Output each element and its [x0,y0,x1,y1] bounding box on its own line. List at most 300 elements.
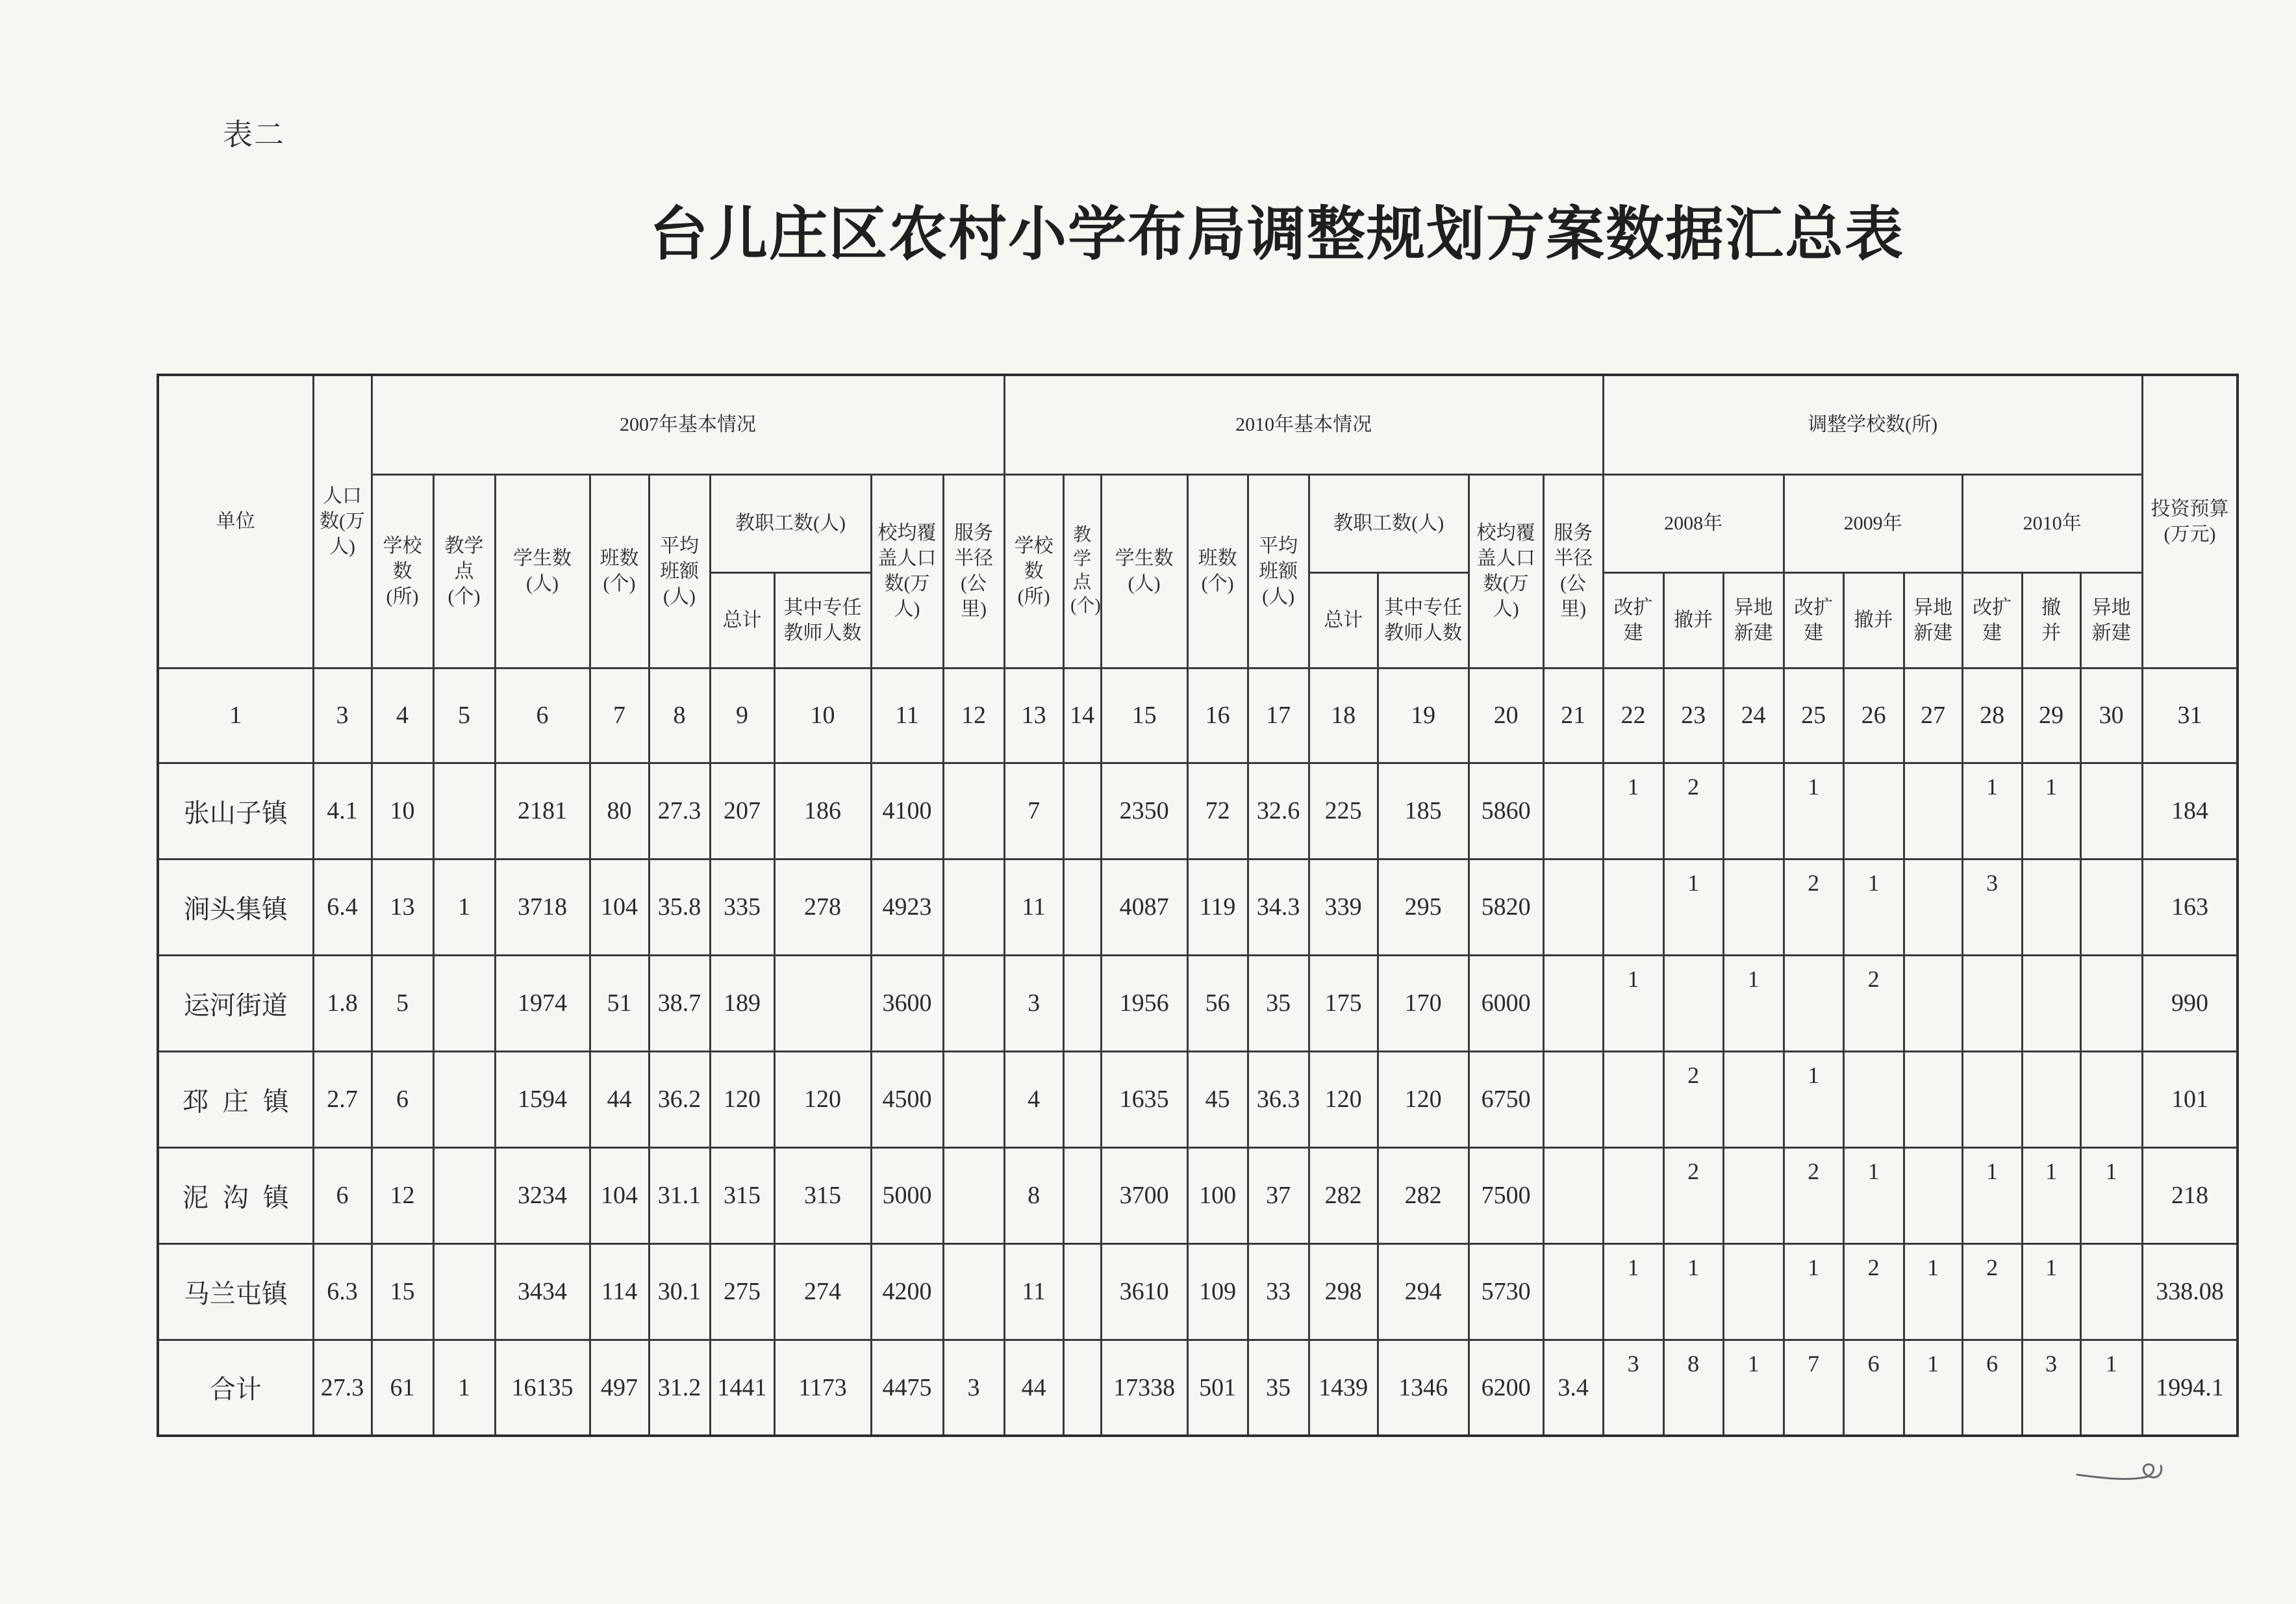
avg-class-size-2007-cell: 30.1 [649,1243,710,1340]
population-cell: 4.1 [313,763,372,859]
merge-2008-cell: 1 [1663,859,1723,955]
classes-2007-cell: 114 [590,1243,649,1340]
table-row [158,1243,2238,1340]
column-number-cell: 16 [1187,668,1248,763]
relocate-2010-cell [2080,763,2142,859]
classes-2010-cell: 56 [1187,955,1248,1051]
staff-fulltime-2010-cell: 295 [1378,859,1469,955]
header-avg-class-size-2010: 平均班额(人) [1259,535,1298,607]
relocate-2010-cell [2080,955,2142,1051]
students-2010-cell: 2350 [1101,763,1187,859]
header-students-2007-cell [495,474,590,668]
schools-2007-cell: 10 [372,763,433,859]
coverage-2010-cell: 5820 [1469,859,1543,955]
relocate-2008-cell: 1 [1723,1340,1784,1436]
header-radius-2010: 服务半径(公里) [1554,522,1593,620]
teaching-points-2010-cell [1063,763,1101,859]
staff-fulltime-2010-cell: 282 [1378,1147,1469,1243]
relocate-2008-cell [1723,1051,1784,1147]
radius-2010-cell: 3.4 [1543,1340,1603,1436]
staff-fulltime-2010-cell: 185 [1378,763,1469,859]
header-classes-2010: 班数(个) [1198,548,1237,594]
relocate-2008-cell: 1 [1723,955,1784,1051]
header-staff-total-2007: 总计 [710,572,774,668]
header-year-2008: 2008年 [1603,474,1784,572]
column-number-cell: 22 [1603,668,1663,763]
investment-cell: 990 [2142,955,2238,1051]
header-teaching-points-2007: 教学点(个) [444,535,484,607]
header-investment: 投资预算(万元) [2151,498,2229,545]
column-number-row [158,668,2238,763]
column-number-cell: 27 [1904,668,1962,763]
schools-2007-cell: 13 [372,859,433,955]
coverage-2010-cell: 7500 [1469,1147,1543,1243]
header-staff-fulltime-2007-cell [774,572,871,668]
avg-class-size-2007-cell: 35.8 [649,859,710,955]
relocate-2008-cell [1723,1243,1784,1340]
header-relocate-2009: 异地新建 [1913,596,1953,644]
avg-class-size-2007-cell: 36.2 [649,1051,710,1147]
header-population: 人口数(万人) [320,485,365,558]
coverage-2010-cell: 6750 [1469,1051,1543,1147]
staff-fulltime-2007-cell: 315 [774,1147,871,1243]
relocate-2010-cell: 1 [2080,1147,2142,1243]
expand-2008-cell [1603,1147,1663,1243]
column-number-cell: 29 [2022,668,2080,763]
avg-class-size-2010-cell: 32.6 [1248,763,1309,859]
relocate-2010-cell [2080,1243,2142,1340]
staff-fulltime-2010-cell: 170 [1378,955,1469,1051]
classes-2010-cell: 501 [1187,1340,1248,1436]
coverage-2007-cell: 4100 [871,763,943,859]
header-merge-2008: 撤并 [1663,572,1723,668]
column-number-cell: 12 [943,668,1004,763]
unit-name: 泥沟镇 [182,1182,303,1212]
students-2007-cell: 2181 [495,763,590,859]
header-relocate-2010-cell [2080,572,2142,668]
coverage-2010-cell: 5730 [1469,1243,1543,1340]
coverage-2007-cell: 4475 [871,1340,943,1436]
header-staff-total-2010: 总计 [1309,572,1378,668]
header-students-2007: 学生数(人) [513,548,572,594]
header-expand-2009: 改扩建 [1794,596,1834,644]
unit-cell [158,1340,313,1436]
column-number-cell: 25 [1784,668,1843,763]
unit-name: 邳庄镇 [182,1086,303,1116]
merge-2009-cell: 2 [1843,1243,1904,1340]
staff-total-2010-cell: 225 [1309,763,1378,859]
investment-cell: 218 [2142,1147,2238,1243]
staff-fulltime-2007-cell: 274 [774,1243,871,1340]
header-unit: 单位 [158,375,313,668]
table-row [158,1051,2238,1147]
summary-table [157,374,2239,1437]
coverage-2007-cell: 3600 [871,955,943,1051]
merge-2008-cell: 2 [1663,1147,1723,1243]
teaching-points-2007-cell [433,1051,495,1147]
radius-2010-cell [1543,1147,1603,1243]
header-teaching-points-2010-cell [1063,474,1101,668]
table-row [158,955,2238,1051]
header-investment-cell [2142,375,2238,668]
merge-2008-cell [1663,955,1723,1051]
expand-2008-cell: 3 [1603,1340,1663,1436]
relocate-2010-cell: 1 [2080,1340,2142,1436]
staff-total-2007-cell: 207 [710,763,774,859]
header-staff-2010-cell [1309,474,1469,572]
unit-name: 涧头集镇 [183,894,288,924]
header-classes-2007-cell [590,474,649,668]
staff-fulltime-2007-cell: 186 [774,763,871,859]
population-cell: 27.3 [313,1340,372,1436]
unit-cell [158,763,313,859]
header-schools-2010-cell [1004,474,1063,668]
header-radius-2007-cell [943,474,1004,668]
investment-cell: 163 [2142,859,2238,955]
merge-2008-cell: 1 [1663,1243,1723,1340]
header-avg-class-size-2010-cell [1248,474,1309,668]
column-number-cell: 15 [1101,668,1187,763]
coverage-2007-cell: 4923 [871,859,943,955]
merge-2010-cell: 1 [2022,1147,2080,1243]
merge-2009-cell: 2 [1843,955,1904,1051]
header-classes-2007: 班数(个) [599,548,639,594]
relocate-2008-cell [1723,1147,1784,1243]
header-schools-2007-cell [372,474,433,668]
header-population-cell [313,375,372,668]
header-staff-2010: 教职工数(人) [1333,513,1444,534]
column-number-cell: 1 [158,668,313,763]
column-number-cell: 3 [313,668,372,763]
staff-fulltime-2010-cell: 120 [1378,1051,1469,1147]
merge-2010-cell [2022,1051,2080,1147]
table-row [158,859,2238,955]
relocate-2010-cell [2080,859,2142,955]
staff-total-2010-cell: 1439 [1309,1340,1378,1436]
header-relocate-2008: 异地新建 [1734,596,1773,644]
staff-total-2010-cell: 298 [1309,1243,1378,1340]
expand-2010-cell [1962,1051,2022,1147]
staff-total-2007-cell: 315 [710,1147,774,1243]
classes-2007-cell: 104 [590,859,649,955]
teaching-points-2007-cell [433,1147,495,1243]
students-2007-cell: 1594 [495,1051,590,1147]
header-radius-2007: 服务半径(公里) [954,522,994,620]
staff-fulltime-2007-cell: 1173 [774,1340,871,1436]
header-merge-2010: 撤并 [2041,596,2062,644]
staff-total-2010-cell: 175 [1309,955,1378,1051]
header-relocate-2008-cell [1723,572,1784,668]
column-number-cell: 24 [1723,668,1784,763]
radius-2007-cell [943,1243,1004,1340]
radius-2010-cell [1543,1243,1603,1340]
population-cell: 6 [313,1147,372,1243]
relocate-2009-cell: 1 [1904,1243,1962,1340]
column-number-cell: 28 [1962,668,2022,763]
teaching-points-2010-cell [1063,1243,1101,1340]
relocate-2009-cell [1904,859,1962,955]
column-number-cell: 14 [1063,668,1101,763]
expand-2008-cell: 1 [1603,763,1663,859]
students-2010-cell: 1635 [1101,1051,1187,1147]
radius-2010-cell [1543,1051,1603,1147]
merge-2008-cell: 2 [1663,1051,1723,1147]
header-coverage-2007: 校均覆盖人口数(万人) [877,522,937,620]
header-students-2010: 学生数(人) [1115,548,1174,594]
table-row [158,1340,2238,1436]
staff-fulltime-2007-cell: 278 [774,859,871,955]
expand-2010-cell [1962,955,2022,1051]
students-2010-cell: 3700 [1101,1147,1187,1243]
coverage-2007-cell: 4500 [871,1051,943,1147]
schools-2010-cell: 44 [1004,1340,1063,1436]
column-number-cell: 9 [710,668,774,763]
avg-class-size-2010-cell: 35 [1248,955,1309,1051]
unit-cell [158,859,313,955]
merge-2010-cell [2022,955,2080,1051]
header-merge-2009: 撤并 [1843,572,1904,668]
handwritten-mark [2072,1453,2169,1498]
teaching-points-2010-cell [1063,859,1101,955]
classes-2010-cell: 109 [1187,1243,1248,1340]
students-2007-cell: 3718 [495,859,590,955]
column-number-cell: 19 [1378,668,1469,763]
schools-2010-cell: 3 [1004,955,1063,1051]
relocate-2009-cell [1904,1051,1962,1147]
expand-2009-cell: 7 [1784,1340,1843,1436]
unit-name: 运河街道 [183,990,288,1020]
header-staff-fulltime-2010-cell [1378,572,1469,668]
expand-2008-cell [1603,1051,1663,1147]
teaching-points-2007-cell [433,763,495,859]
avg-class-size-2010-cell: 34.3 [1248,859,1309,955]
staff-total-2007-cell: 120 [710,1051,774,1147]
merge-2010-cell: 3 [2022,1340,2080,1436]
radius-2010-cell [1543,859,1603,955]
staff-total-2010-cell: 339 [1309,859,1378,955]
unit-cell [158,955,313,1051]
header-expand-2010: 改扩建 [1973,596,2012,644]
header-expand-2008: 改扩建 [1613,596,1653,644]
staff-fulltime-2007-cell: 120 [774,1051,871,1147]
header-teaching-points-2007-cell [433,474,495,668]
header-coverage-2010-cell [1469,474,1543,668]
column-number-cell: 21 [1543,668,1603,763]
classes-2007-cell: 51 [590,955,649,1051]
teaching-points-2010-cell [1063,955,1101,1051]
header-classes-2010-cell [1187,474,1248,668]
column-number-cell: 10 [774,668,871,763]
column-number-cell: 6 [495,668,590,763]
population-cell: 1.8 [313,955,372,1051]
coverage-2010-cell: 6200 [1469,1340,1543,1436]
teaching-points-2007-cell [433,955,495,1051]
header-coverage-2010: 校均覆盖人口数(万人) [1476,522,1535,620]
merge-2010-cell: 1 [2022,763,2080,859]
classes-2010-cell: 45 [1187,1051,1248,1147]
radius-2007-cell: 3 [943,1340,1004,1436]
header-expand-2010-cell [1962,572,2022,668]
schools-2010-cell: 4 [1004,1051,1063,1147]
students-2010-cell: 4087 [1101,859,1187,955]
unit-cell [158,1051,313,1147]
header-students-2010-cell [1101,474,1187,668]
schools-2010-cell: 7 [1004,763,1063,859]
header-avg-class-size-2007: 平均班额(人) [660,535,699,607]
students-2010-cell: 1956 [1101,955,1187,1051]
schools-2007-cell: 61 [372,1340,433,1436]
expand-2010-cell: 1 [1962,1147,2022,1243]
column-number-cell: 8 [649,668,710,763]
expand-2009-cell: 1 [1784,763,1843,859]
staff-total-2010-cell: 120 [1309,1051,1378,1147]
header-teaching-points-2010: 教学点(个) [1070,525,1101,617]
merge-2009-cell: 6 [1843,1340,1904,1436]
header-year-2009: 2009年 [1784,474,1962,572]
column-number-cell: 7 [590,668,649,763]
expand-2009-cell: 1 [1784,1243,1843,1340]
investment-cell: 101 [2142,1051,2238,1147]
classes-2010-cell: 72 [1187,763,1248,859]
column-number-cell: 13 [1004,668,1063,763]
teaching-points-2007-cell: 1 [433,859,495,955]
classes-2007-cell: 80 [590,763,649,859]
avg-class-size-2010-cell: 33 [1248,1243,1309,1340]
header-group-2010: 2010年基本情况 [1004,375,1603,474]
relocate-2008-cell [1723,859,1784,955]
column-number-cell: 31 [2142,668,2238,763]
unit-cell [158,1243,313,1340]
staff-fulltime-2010-cell: 1346 [1378,1340,1469,1436]
merge-2008-cell: 2 [1663,763,1723,859]
header-avg-class-size-2007-cell [649,474,710,668]
column-number-cell: 5 [433,668,495,763]
investment-cell: 1994.1 [2142,1340,2238,1436]
header-merge-2010-cell [2022,572,2080,668]
merge-2010-cell [2022,859,2080,955]
column-number-cell: 18 [1309,668,1378,763]
coverage-2010-cell: 5860 [1469,763,1543,859]
table-body [158,668,2238,1436]
coverage-2007-cell: 4200 [871,1243,943,1340]
unit-cell [158,1147,313,1243]
teaching-points-2010-cell [1063,1340,1101,1436]
document-label: 表二 [223,118,285,151]
radius-2007-cell [943,1147,1004,1243]
radius-2010-cell [1543,955,1603,1051]
avg-class-size-2010-cell: 36.3 [1248,1051,1309,1147]
staff-total-2010-cell: 282 [1309,1147,1378,1243]
students-2007-cell: 1974 [495,955,590,1051]
header-year-2010: 2010年 [1962,474,2142,572]
relocate-2009-cell [1904,1147,1962,1243]
header-staff-fulltime-2010: 其中专任教师人数 [1384,596,1463,644]
column-number-cell: 20 [1469,668,1543,763]
classes-2007-cell: 497 [590,1340,649,1436]
students-2007-cell: 3234 [495,1147,590,1243]
schools-2010-cell: 8 [1004,1147,1063,1243]
header-schools-2010: 学校数(所) [1014,535,1053,607]
students-2007-cell: 3434 [495,1243,590,1340]
relocate-2009-cell: 1 [1904,1340,1962,1436]
column-number-cell: 30 [2080,668,2142,763]
students-2010-cell: 17338 [1101,1340,1187,1436]
classes-2007-cell: 104 [590,1147,649,1243]
column-number-cell: 17 [1248,668,1309,763]
investment-cell: 338.08 [2142,1243,2238,1340]
table-row [158,1147,2238,1243]
students-2010-cell: 3610 [1101,1243,1187,1340]
avg-class-size-2007-cell: 31.1 [649,1147,710,1243]
header-group-adjust: 调整学校数(所) [1603,375,2142,474]
column-number-cell: 11 [871,668,943,763]
unit-name: 马兰屯镇 [183,1279,288,1308]
expand-2009-cell [1784,955,1843,1051]
unit-name: 合计 [209,1375,262,1405]
teaching-points-2010-cell [1063,1147,1101,1243]
expand-2010-cell: 3 [1962,859,2022,955]
classes-2007-cell: 44 [590,1051,649,1147]
merge-2010-cell: 1 [2022,1243,2080,1340]
investment-cell: 184 [2142,763,2238,859]
avg-class-size-2010-cell: 35 [1248,1340,1309,1436]
schools-2010-cell: 11 [1004,1243,1063,1340]
population-cell: 6.3 [313,1243,372,1340]
classes-2010-cell: 119 [1187,859,1248,955]
teaching-points-2007-cell: 1 [433,1340,495,1436]
relocate-2008-cell [1723,763,1784,859]
header-relocate-2009-cell [1904,572,1962,668]
staff-fulltime-2010-cell: 294 [1378,1243,1469,1340]
staff-total-2007-cell: 335 [710,859,774,955]
merge-2009-cell: 1 [1843,859,1904,955]
radius-2007-cell [943,1051,1004,1147]
radius-2010-cell [1543,763,1603,859]
staff-total-2007-cell: 1441 [710,1340,774,1436]
radius-2007-cell [943,955,1004,1051]
expand-2010-cell: 6 [1962,1340,2022,1436]
merge-2008-cell: 8 [1663,1340,1723,1436]
header-coverage-2007-cell [871,474,943,668]
radius-2007-cell [943,763,1004,859]
column-number-cell: 26 [1843,668,1904,763]
relocate-2009-cell [1904,763,1962,859]
header-schools-2007: 学校数(所) [383,535,422,607]
avg-class-size-2007-cell: 27.3 [649,763,710,859]
header-radius-2010-cell [1543,474,1603,668]
expand-2008-cell: 1 [1603,955,1663,1051]
coverage-2010-cell: 6000 [1469,955,1543,1051]
header-expand-2009-cell [1784,572,1843,668]
staff-total-2007-cell: 275 [710,1243,774,1340]
teaching-points-2007-cell [433,1243,495,1340]
relocate-2010-cell [2080,1051,2142,1147]
expand-2010-cell: 1 [1962,763,2022,859]
header-staff-fulltime-2007: 其中专任教师人数 [783,596,862,644]
schools-2007-cell: 6 [372,1051,433,1147]
schools-2007-cell: 5 [372,955,433,1051]
table-row [158,763,2238,859]
column-number-cell: 23 [1663,668,1723,763]
relocate-2009-cell [1904,955,1962,1051]
expand-2008-cell [1603,859,1663,955]
expand-2008-cell: 1 [1603,1243,1663,1340]
schools-2010-cell: 11 [1004,859,1063,955]
expand-2009-cell: 2 [1784,859,1843,955]
header-staff-2007-cell [710,474,871,572]
column-number-cell: 4 [372,668,433,763]
staff-total-2007-cell: 189 [710,955,774,1051]
